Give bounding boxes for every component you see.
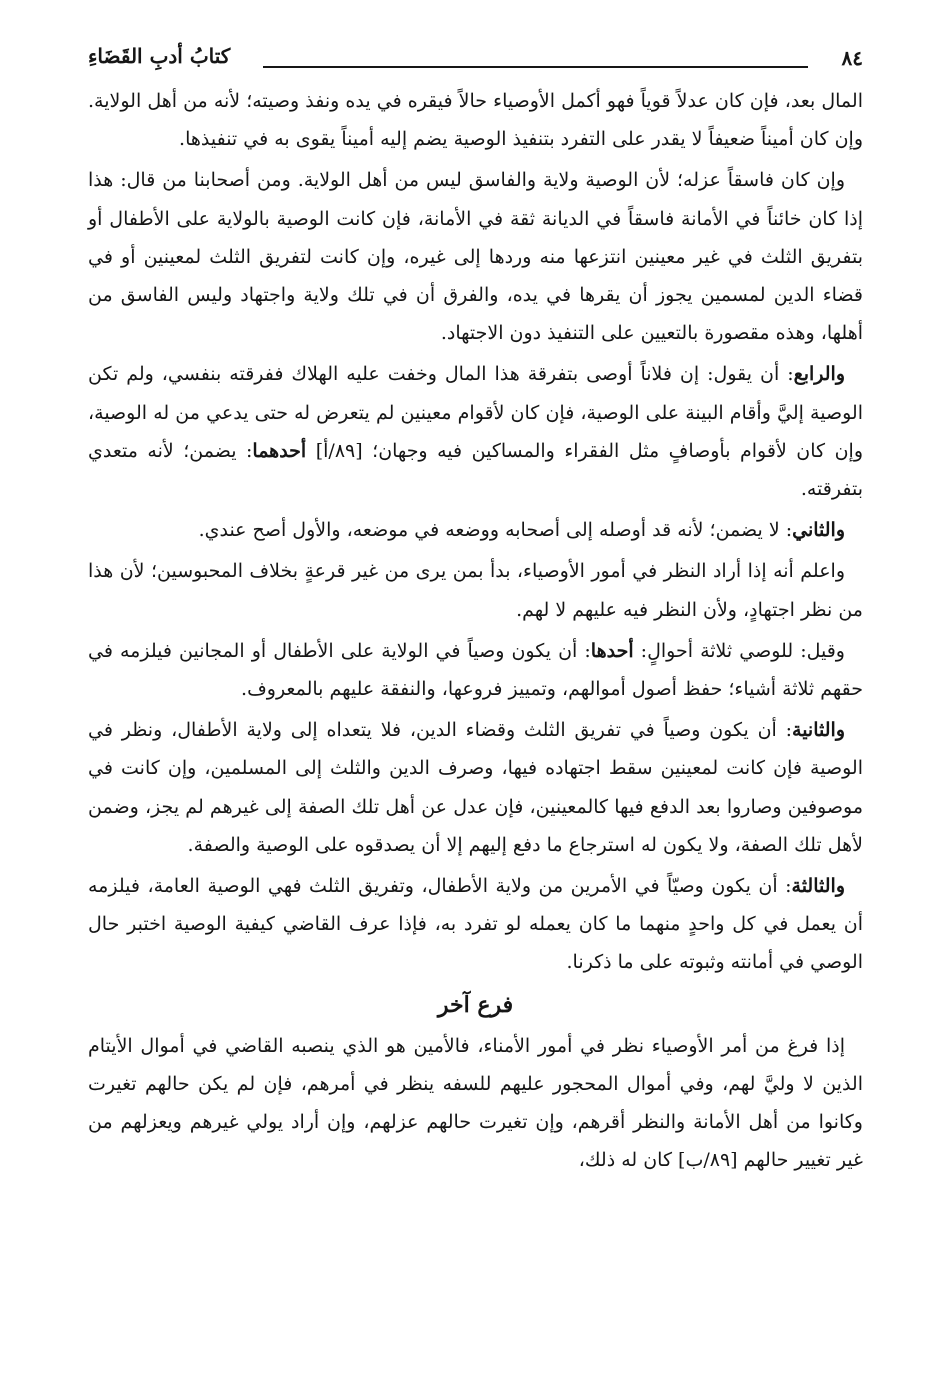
paragraph-lead: والثاني [792, 519, 845, 542]
paragraph-2: وإن كان فاسقاً عزله؛ لأن الوصية ولاية والفاسق ليس من أهل الولاية. ومن أصحابنا من قال: هذا إذا كان خائناً في الأمانة فاسقاً في الديانة ثقة في الأمانة، فإن كانت الوصية بالولاية على الأطفال أو بتفريق الثلث في غير معينين انتزعها منه وردها إلى غيره، وإن كانت لتفريق الثلث لمعينين أو في قضاء الدين لمسمين يجوز أن يقرها في يده، والفرق أن في تلك ولاية واجتهاد وليس الفاسق من أهلها، وهذه مقصورة بالتعيين على التنفيذ دون الاجتهاد. [88, 169, 863, 345]
page-number: ٨٤ [841, 46, 863, 70]
paragraph-1: المال بعد، فإن كان عدلاً قوياً فهو أكمل الأوصياء حالاً فيقره في يده ونفذ وصيته؛ لأنه من أهل الولاية. وإن كان أميناً ضعيفاً لا يقدر على التفرد بتنفيذ الوصية يضم إليه أميناً يقوى به في تنفيذها. [88, 90, 863, 151]
paragraph-lead: والرابع [793, 363, 845, 386]
paragraph-3: والرابع: أن يقول: إن فلاناً أوصى بتفرقة هذا المال وخفت عليه الهلاك ففرقته بنفسي، ولم تكن الوصية إليَّ وأقام البينة على الوصية، فإن كان لأقوام معينين لم يتعرض له حتى يدعي من له الوصية، وإن كان لأقوام بأوصافٍ مثل الفقراء والمساكين فيه وجهان؛ [٨٩/أ] أحدهما: يضمن؛ لأنه متعدي بتفرقته. [88, 363, 863, 501]
paragraph-4: والثاني: لا يضمن؛ لأنه قد أوصله إلى أصحابه ووضعه في موضعه، والأول أصح عندي. [198, 519, 845, 542]
book-page [88, 40, 863, 1182]
paragraph-lead: والثانية [792, 719, 845, 742]
section-paragraph: إذا فرغ من أمر الأوصياء نظر في أمور الأمناء، فالأمين هو الذي ينصبه القاضي في أموال الأيتام الذين لا وليَّ لهم، وفي أموال المحجور عليهم للسفه ينظر في أمرهم، فإن لم يكن حالهم تغيرت وكانوا من أهل الأمانة والنظر أقرهم، وإن تغيرت حالهم عزلهم، وإن أراد يولي غيرهم ويعزلهم من غير تغيير حالهم [٨٩/ب] كان له ذلك، [88, 1034, 863, 1172]
header-rule [263, 66, 808, 68]
paragraph-6: وقيل: للوصي ثلاثة أحوالٍ: أحدها: أن يكون وصياً في الولاية على الأطفال أو المجانين فيلزمه في حقهم ثلاثة أشياء؛ حفظ أصول أموالهم، وتمييز فروعها، والنفقة عليهم بالمعروف. [88, 639, 863, 701]
paragraph-lead-inline: أحدهما [252, 439, 307, 462]
paragraph-7: والثانية: أن يكون وصياً في تفريق الثلث وقضاء الدين، فلا يتعداه إلى ولاية الأطفال، ونظر في الوصية فإن كانت لمعينين سقط اجتهاده فيها، وصرف الدين والثلث إلى المسلمين، وإن كانت في موصوفين وصاروا بعد الدفع فيها كالمعينين، فإن عدل عن أهل تلك الصفة إلى غيرهم لم يجز، وضمن لأهل تلك الصفة، ولا يكون له استرجاع ما دفع إليهم إلا أن يصدقوه على الوصية والصفة. [88, 719, 863, 856]
book-title: كتابُ أدبِ القَضَاءِ [88, 44, 231, 68]
page-body [88, 82, 863, 1179]
paragraph-lead: والثالثة [791, 875, 845, 898]
paragraph-8: والثالثة: أن يكون وصيّاً في الأمرين من ولاية الأطفال، وتفريق الثلث فهي الوصية العامة، فيلزمه أن يعمل في كل واحدٍ منهما ما كان يعمله لو تفرد به، فإذا عرف القاضي كيفية الوصية اختبر حال الوصي في أمانته وثبوته على ما ذكرنا. [88, 875, 863, 974]
page-header [88, 40, 863, 82]
paragraph-lead-inline: أحدها [590, 639, 634, 662]
section-heading: فرع آخر [437, 991, 514, 1018]
paragraph-5: واعلم أنه إذا أراد النظر في أمور الأوصياء، بدأ بمن يرى من غير قرعةٍ بخلاف المحبوسين؛ لأن هذا من نظر اجتهادٍ، ولأن النظر فيه عليهم لا لهم. [88, 560, 863, 621]
